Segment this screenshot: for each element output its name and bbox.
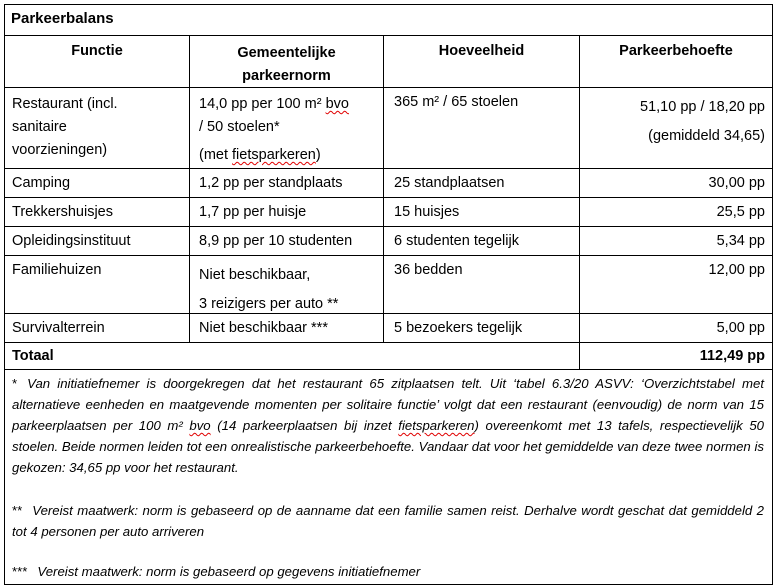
cell-parkeerbehoefte: 30,00 pp bbox=[708, 175, 765, 191]
cell-functie: Restaurant (incl. sanitaire voorzieningen) bbox=[12, 96, 118, 158]
cell-functie: Familiehuizen bbox=[12, 262, 102, 278]
header-hoeveelheid: Hoeveelheid bbox=[438, 43, 525, 59]
cell-norm: 8,9 pp per 10 studenten bbox=[199, 233, 353, 249]
header-functie: Functie bbox=[71, 43, 123, 59]
cell-parkeerbehoefte: 51,10 pp / 18,20 pp (gemiddeld 34,65) bbox=[640, 99, 765, 144]
cell-hoeveelheid: 36 bedden bbox=[394, 262, 463, 278]
cell-hoeveelheid: 6 studenten tegelijk bbox=[394, 233, 519, 249]
cell-functie: Survivalterrein bbox=[12, 320, 105, 336]
footnote-2-marker: ** bbox=[12, 503, 23, 518]
cell-norm: 1,2 pp per standplaats bbox=[199, 175, 343, 191]
cell-functie: Trekkershuisjes bbox=[12, 204, 113, 220]
footnote-3-marker: *** bbox=[12, 564, 28, 579]
header-norm bbox=[190, 42, 383, 88]
cell-hoeveelheid: 15 huisjes bbox=[394, 204, 460, 220]
total-label: Totaal bbox=[12, 348, 54, 364]
footnote-1: * Van initiatiefnemer is doorgekregen dat het restaurant 65 zitplaatsen telt. Uit ‘tabel 6.3/20 ASVV: ‘Overzichtstabel met alternatieve eenheden en maatgevende momenten per solitaire functie’ volgt dat een restaurant (eenvoudig) de norm van 15 parkeerplaatsen per 100 m² bvo (14 parkeerplaatsen bij inzet fietsparkeren) overeenkomt met 13 tafels, respectievelijk 50 stoelen. Beide normen leiden tot een onrealistische parkeerbehoefte. Vandaar dat voor het gemiddelde van deze twee normen is gekozen: 34,65 pp voor het restaurant. bbox=[12, 373, 764, 478]
cell-parkeerbehoefte: 25,5 pp bbox=[716, 204, 765, 220]
cell-norm: Niet beschikbaar *** bbox=[199, 320, 328, 336]
cell-hoeveelheid: 365 m² / 65 stoelen bbox=[394, 94, 519, 110]
cell-hoeveelheid: 5 bezoekers tegelijk bbox=[394, 320, 523, 336]
cell-hoeveelheid: 25 standplaatsen bbox=[394, 175, 505, 191]
cell-norm: 14,0 pp per 100 m² bvo / 50 stoelen* (met fietsparkeren) bbox=[199, 96, 349, 163]
footnote-2: ** Vereist maatwerk: norm is gebaseerd op de aanname dat een familie samen reist. Derhalve wordt geschat dat gemiddeld 2 tot 4 personen per auto arriveren bbox=[12, 500, 764, 542]
header-norm-line1: Gemeentelijke bbox=[237, 45, 336, 61]
total-value: 112,49 pp bbox=[699, 348, 765, 364]
cell-parkeerbehoefte: 12,00 pp bbox=[708, 262, 765, 278]
table-title: Parkeerbalans bbox=[11, 10, 114, 27]
cell-functie: Camping bbox=[12, 175, 71, 191]
header-norm-line2: parkeernorm bbox=[242, 68, 331, 84]
footnote-1-marker: * bbox=[12, 376, 18, 391]
cell-functie: Opleidingsinstituut bbox=[12, 233, 131, 249]
footnote-3: *** Vereist maatwerk: norm is gebaseerd op gegevens initiatiefnemer bbox=[12, 561, 764, 582]
cell-parkeerbehoefte: 5,00 pp bbox=[716, 320, 765, 336]
header-parkeerbehoefte: Parkeerbehoefte bbox=[619, 43, 733, 59]
cell-parkeerbehoefte: 5,34 pp bbox=[716, 233, 765, 249]
cell-norm: 1,7 pp per huisje bbox=[199, 204, 307, 220]
cell-norm: Niet beschikbaar, 3 reizigers per auto ** bbox=[199, 267, 339, 312]
